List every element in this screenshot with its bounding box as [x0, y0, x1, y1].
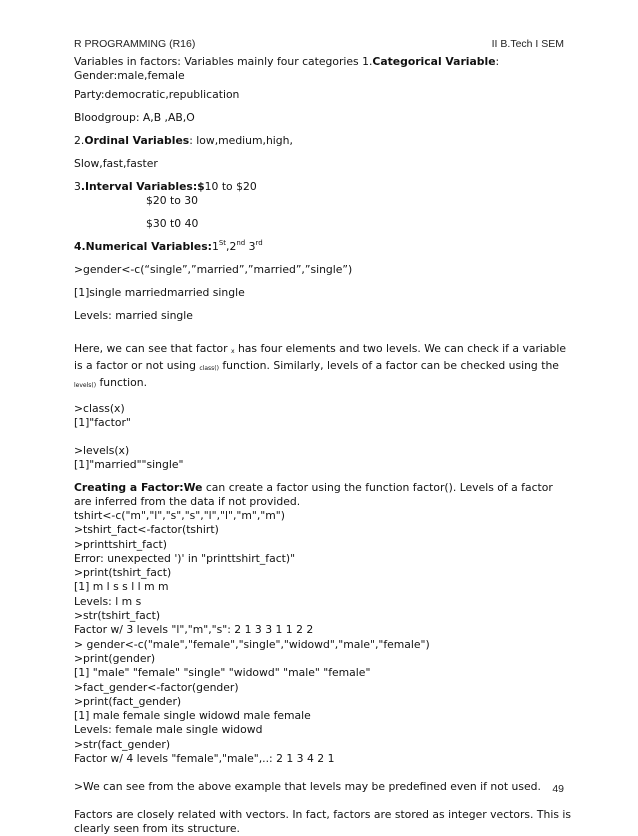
- categorical-heading: Categorical Variable: [372, 55, 496, 68]
- class-output-line: [1]"factor": [74, 416, 131, 429]
- code-line: Error: unexpected ')' in "printtshirt_fact)": [74, 551, 296, 565]
- levels-output-line: [1]"married""single": [74, 458, 184, 471]
- code-line: [1] m l s s l l m m: [74, 580, 169, 594]
- factors-vectors-paragraph: Factors are closely related with vectors. In fact, factors are stored as integer vectors. This is clearly seen from its structure.: [74, 808, 572, 836]
- ordinal-heading: Ordinal Variables: [84, 134, 190, 147]
- slow-line: Slow,fast,faster: [74, 157, 158, 170]
- bloodgroup-line: Bloodgroup: A,B ,AB,O: [74, 111, 195, 124]
- page-number: 49: [552, 783, 564, 795]
- code-line: >str(fact_gender): [74, 737, 171, 751]
- class-code-line: >class(x): [74, 402, 125, 415]
- code-line: [1] male female single widowd male female: [74, 709, 311, 723]
- code-line: >str(tshirt_fact): [74, 609, 161, 623]
- code-line: Factor w/ 4 levels "female","male",..: 2 1 3 4 2 1: [74, 752, 335, 766]
- numerical-line: 4.Numerical Variables:1St,2nd 3rd: [74, 239, 263, 253]
- interval-line: 3.Interval Variables:$10 to $20: [74, 180, 257, 193]
- ordinal-line: 2.Ordinal Variables: low,medium,high,: [74, 134, 293, 147]
- creating-factor-heading: Creating a Factor:We: [74, 481, 203, 494]
- party-line: Party:democratic,republication: [74, 88, 240, 101]
- code-line: >print(tshirt_fact): [74, 566, 172, 580]
- interval-line-3: $30 t0 40: [146, 217, 199, 230]
- page-content: [74, 55, 572, 836]
- gender-line: Gender:male,female: [74, 69, 185, 82]
- code-line: >fact_gender<-factor(gender): [74, 680, 239, 694]
- header-left: R PROGRAMMING (R16): [74, 38, 196, 50]
- factor-explanation-paragraph: Here, we can see that factor x has four elements and two levels. We can check if a variable is a factor or not using class() function. Similarly, levels of a factor can be checked using the levels() function.: [74, 342, 567, 389]
- code-line: tshirt<-c("m","l","s","s","l","l","m","m"): [74, 509, 285, 522]
- numerical-heading: 4.Numerical Variables:: [74, 240, 212, 253]
- code-line: >print(gender): [74, 651, 156, 665]
- code-line: > gender<-c("male","female","single","widowd","male","female"): [74, 637, 430, 651]
- code-line: Factor w/ 3 levels "l","m","s": 2 1 3 3 1 1 2 2: [74, 623, 314, 637]
- code-line: Levels: female male single widowd: [74, 723, 263, 737]
- interval-heading: .Interval Variables:$: [80, 180, 205, 193]
- interval-line-2: $20 to 30: [146, 194, 199, 207]
- predefined-levels-note: >We can see from the above example that levels may be predefined even if not used.: [74, 780, 541, 794]
- gender-code-line: >gender<-c(“single”,”married”,”married”,”single”): [74, 263, 353, 276]
- gender-output-line: [1]single marriedmarried single: [74, 286, 245, 299]
- header-right: II B.Tech I SEM: [491, 38, 564, 50]
- intro-line: Variables in factors: Variables mainly four categories 1.Categorical Variable:: [74, 55, 500, 68]
- gender-levels-line: Levels: married single: [74, 309, 193, 322]
- code-line: >printtshirt_fact): [74, 537, 167, 551]
- code-line: >tshirt_fact<-factor(tshirt): [74, 523, 219, 537]
- code-block: [74, 509, 572, 766]
- levels-code-line: >levels(x): [74, 444, 130, 457]
- code-line: >print(fact_gender): [74, 694, 182, 708]
- code-line: Levels: l m s: [74, 594, 142, 608]
- code-line: [1] "male" "female" "single" "widowd" "male" "female": [74, 666, 371, 680]
- creating-factor-paragraph: Creating a Factor:We can create a factor using the function factor(). Levels of a factor are inferred from the data if not provided.: [74, 481, 553, 508]
